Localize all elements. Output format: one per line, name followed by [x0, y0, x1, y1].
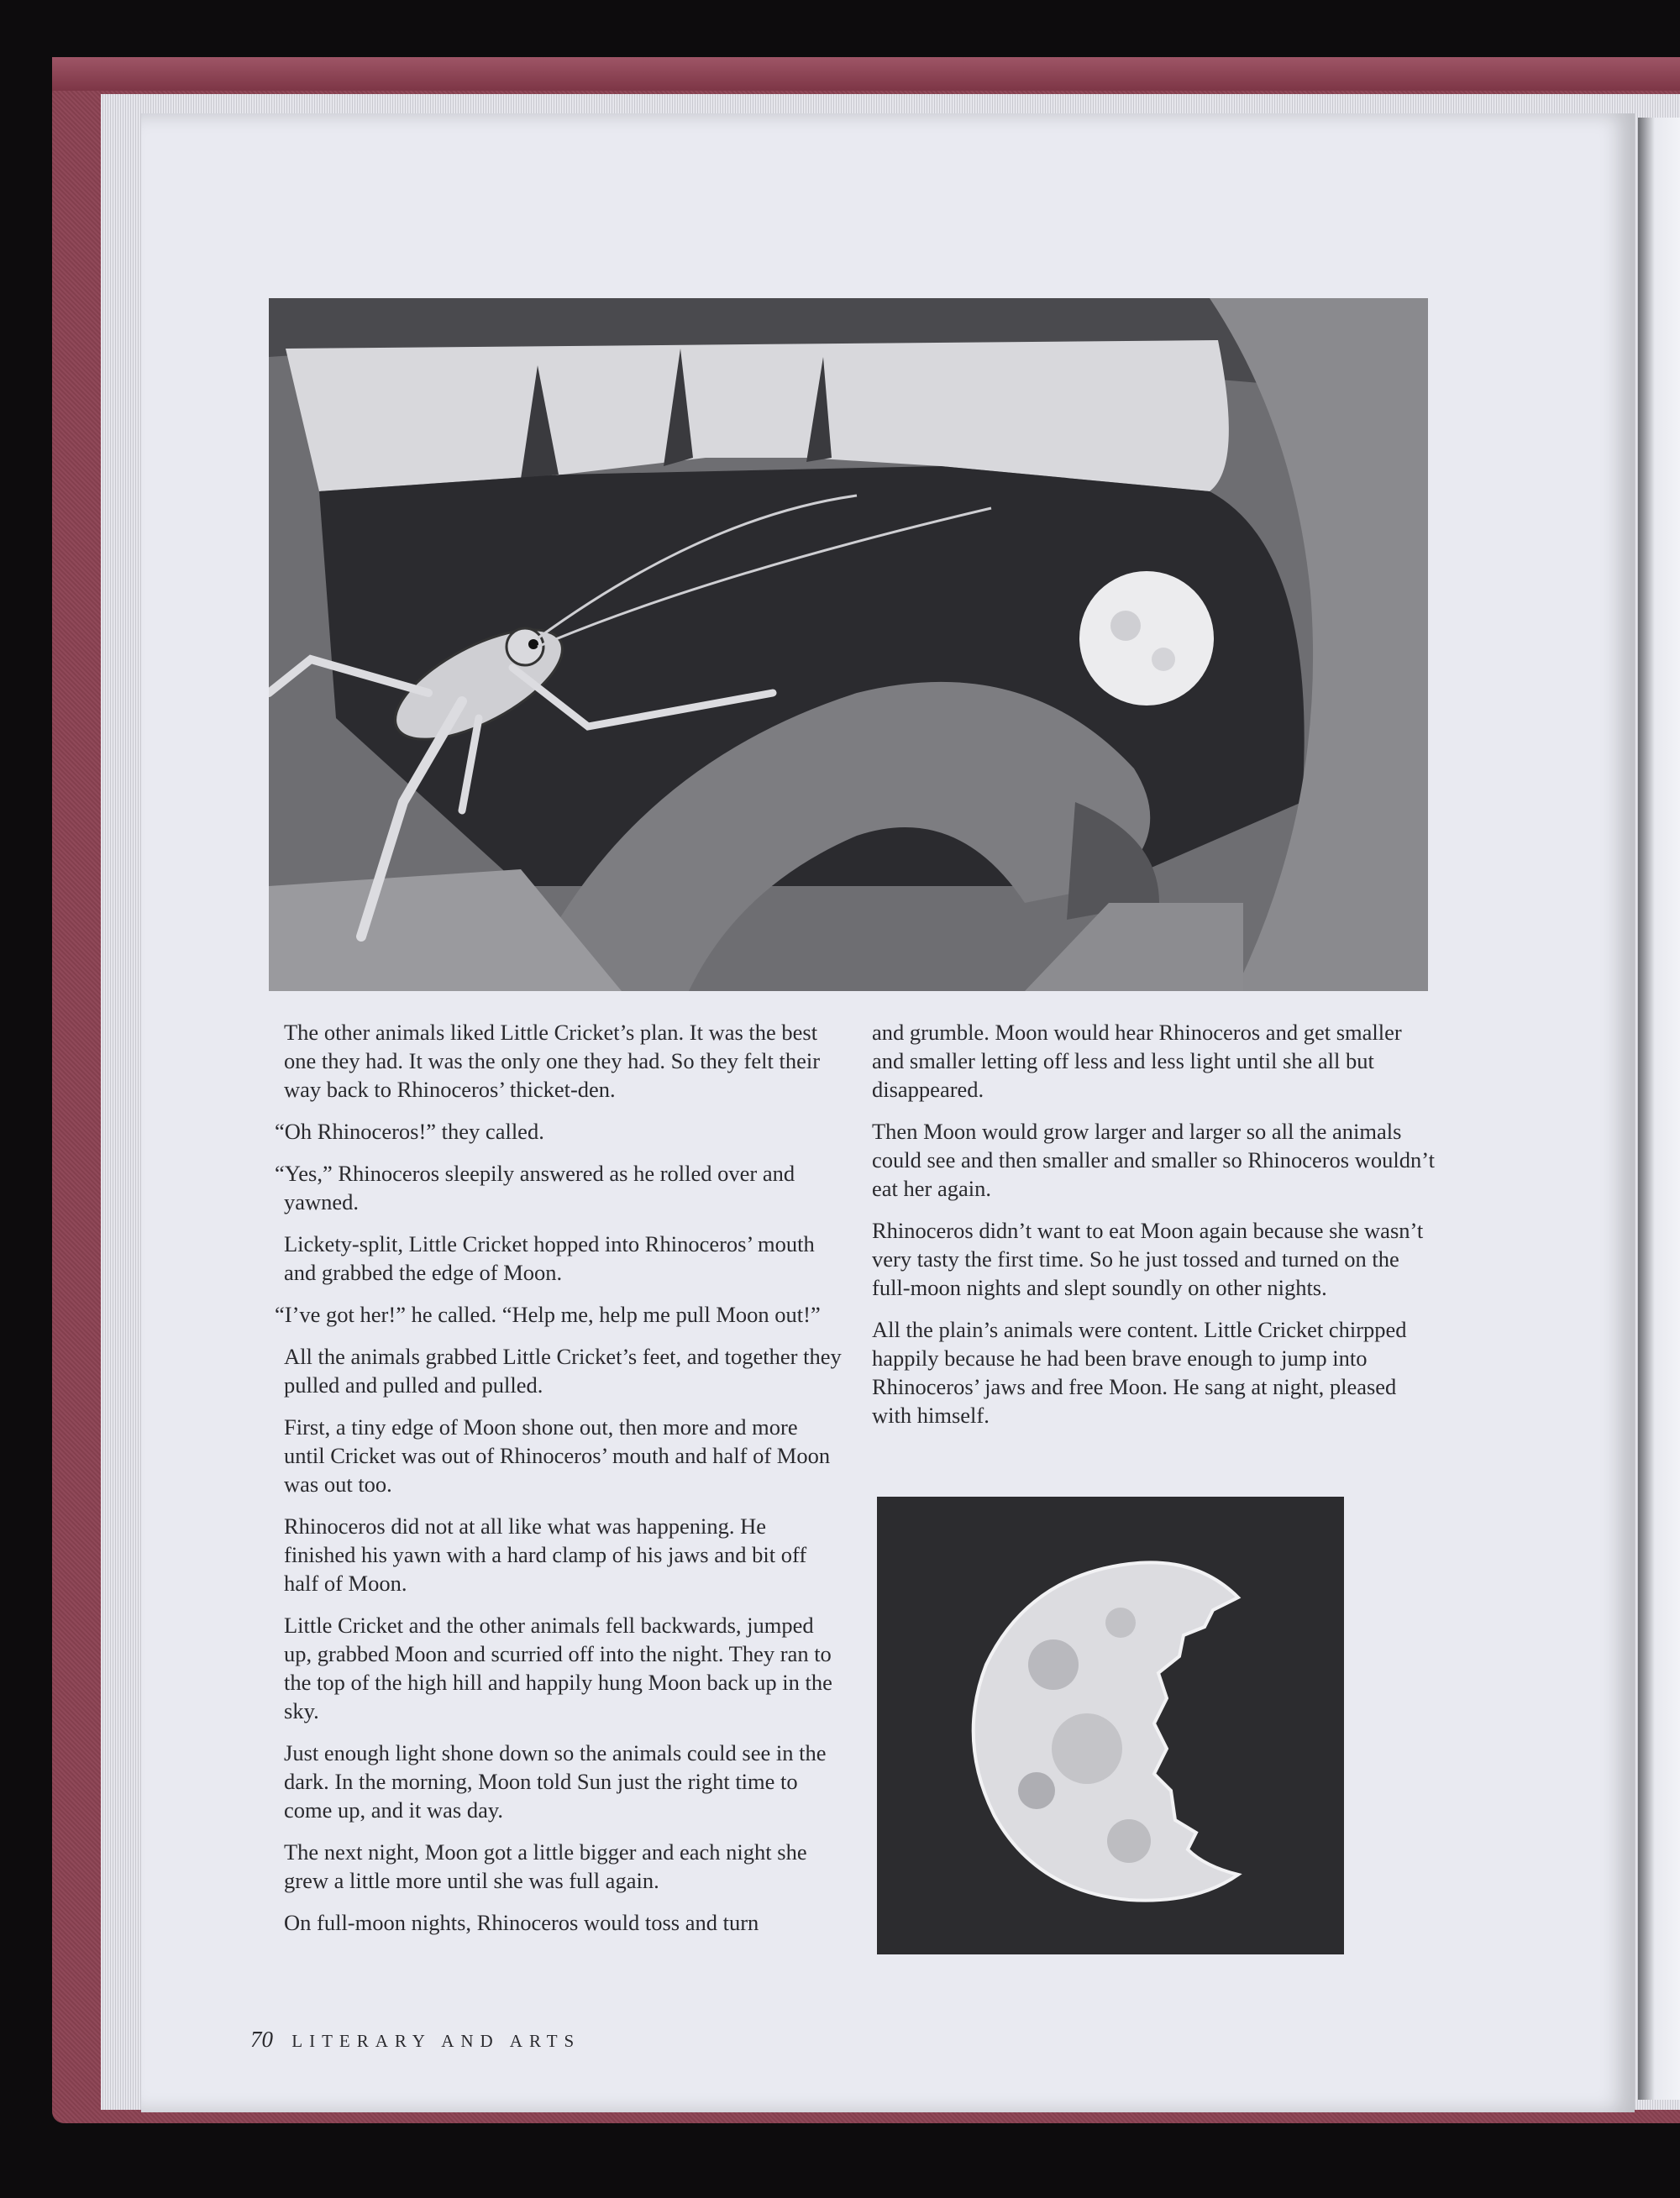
- paragraph: The next night, Moon got a little bigger and each night she grew a little more until she was full again.: [284, 1839, 807, 1893]
- illustration-bitten-moon: [877, 1497, 1344, 1954]
- right-text-column: [872, 1018, 1436, 1443]
- illustration-cricket-in-rhino-mouth: [269, 298, 1428, 991]
- paragraph: The other animals liked Little Cricket’s plan. It was the best one they had. It was the only one they had. So they felt their way back to Rhinoceros’ thicket-den.: [284, 1020, 821, 1102]
- paragraph: “I’ve got her!” he called. “Help me, help me pull Moon out!”: [275, 1302, 821, 1327]
- paragraph: All the animals grabbed Little Cricket’s feet, and together they pulled and pulled and pulled.: [284, 1344, 842, 1398]
- paragraph: “Yes,” Rhinoceros sleepily answered as he rolled over and yawned.: [275, 1161, 795, 1214]
- bitten-moon-drawing: [877, 1497, 1344, 1954]
- paragraph: and grumble. Moon would hear Rhinoceros and get smaller and smaller letting off less and less light until she all but disappeared.: [872, 1020, 1402, 1102]
- paragraph: Little Cricket and the other animals fell backwards, jumped up, grabbed Moon and scurried off into the night. They ran to the top of the high hill and happily hung Moon back up in the sky.: [284, 1613, 832, 1723]
- left-text-column: [275, 1018, 843, 1950]
- paragraph: Then Moon would grow larger and larger so all the animals could see and then smaller and smaller so Rhinoceros wouldn’t eat her again.: [872, 1119, 1435, 1201]
- page-number: 70: [250, 2027, 273, 2052]
- paragraph: First, a tiny edge of Moon shone out, then more and more until Cricket was out of Rhinoceros’ mouth and half of Moon was out too.: [284, 1414, 831, 1497]
- paragraph: Lickety-split, Little Cricket hopped into Rhinoceros’ mouth and grabbed the edge of Moon.: [284, 1231, 815, 1285]
- paragraph: “Oh Rhinoceros!” they called.: [275, 1119, 544, 1144]
- paragraph: On full-moon nights, Rhinoceros would toss and turn: [284, 1910, 759, 1935]
- paragraph: Rhinoceros didn’t want to eat Moon again because she wasn’t very tasty the first time. So he just tossed and turned on the full-moon nights and slept soundly on other nights.: [872, 1218, 1424, 1300]
- section-title: LITERARY AND ARTS: [291, 2031, 581, 2051]
- book-cover-top-edge: [52, 57, 1680, 91]
- paragraph: Just enough light shone down so the animals could see in the dark. In the morning, Moon told Sun just the right time to come up, and it was day.: [284, 1740, 827, 1823]
- paragraph: All the plain’s animals were content. Little Cricket chirpped happily because he had been brave enough to jump into Rhinoceros’ jaws and free Moon. He sang at night, pleased with himself.: [872, 1317, 1407, 1428]
- rhino-mouth-drawing: [269, 298, 1428, 991]
- paragraph: Rhinoceros did not at all like what was happening. He finished his yawn with a hard clamp of his jaws and bit off half of Moon.: [284, 1513, 807, 1596]
- facing-page-edge: [1638, 118, 1680, 2100]
- page-footer: [250, 2027, 580, 2053]
